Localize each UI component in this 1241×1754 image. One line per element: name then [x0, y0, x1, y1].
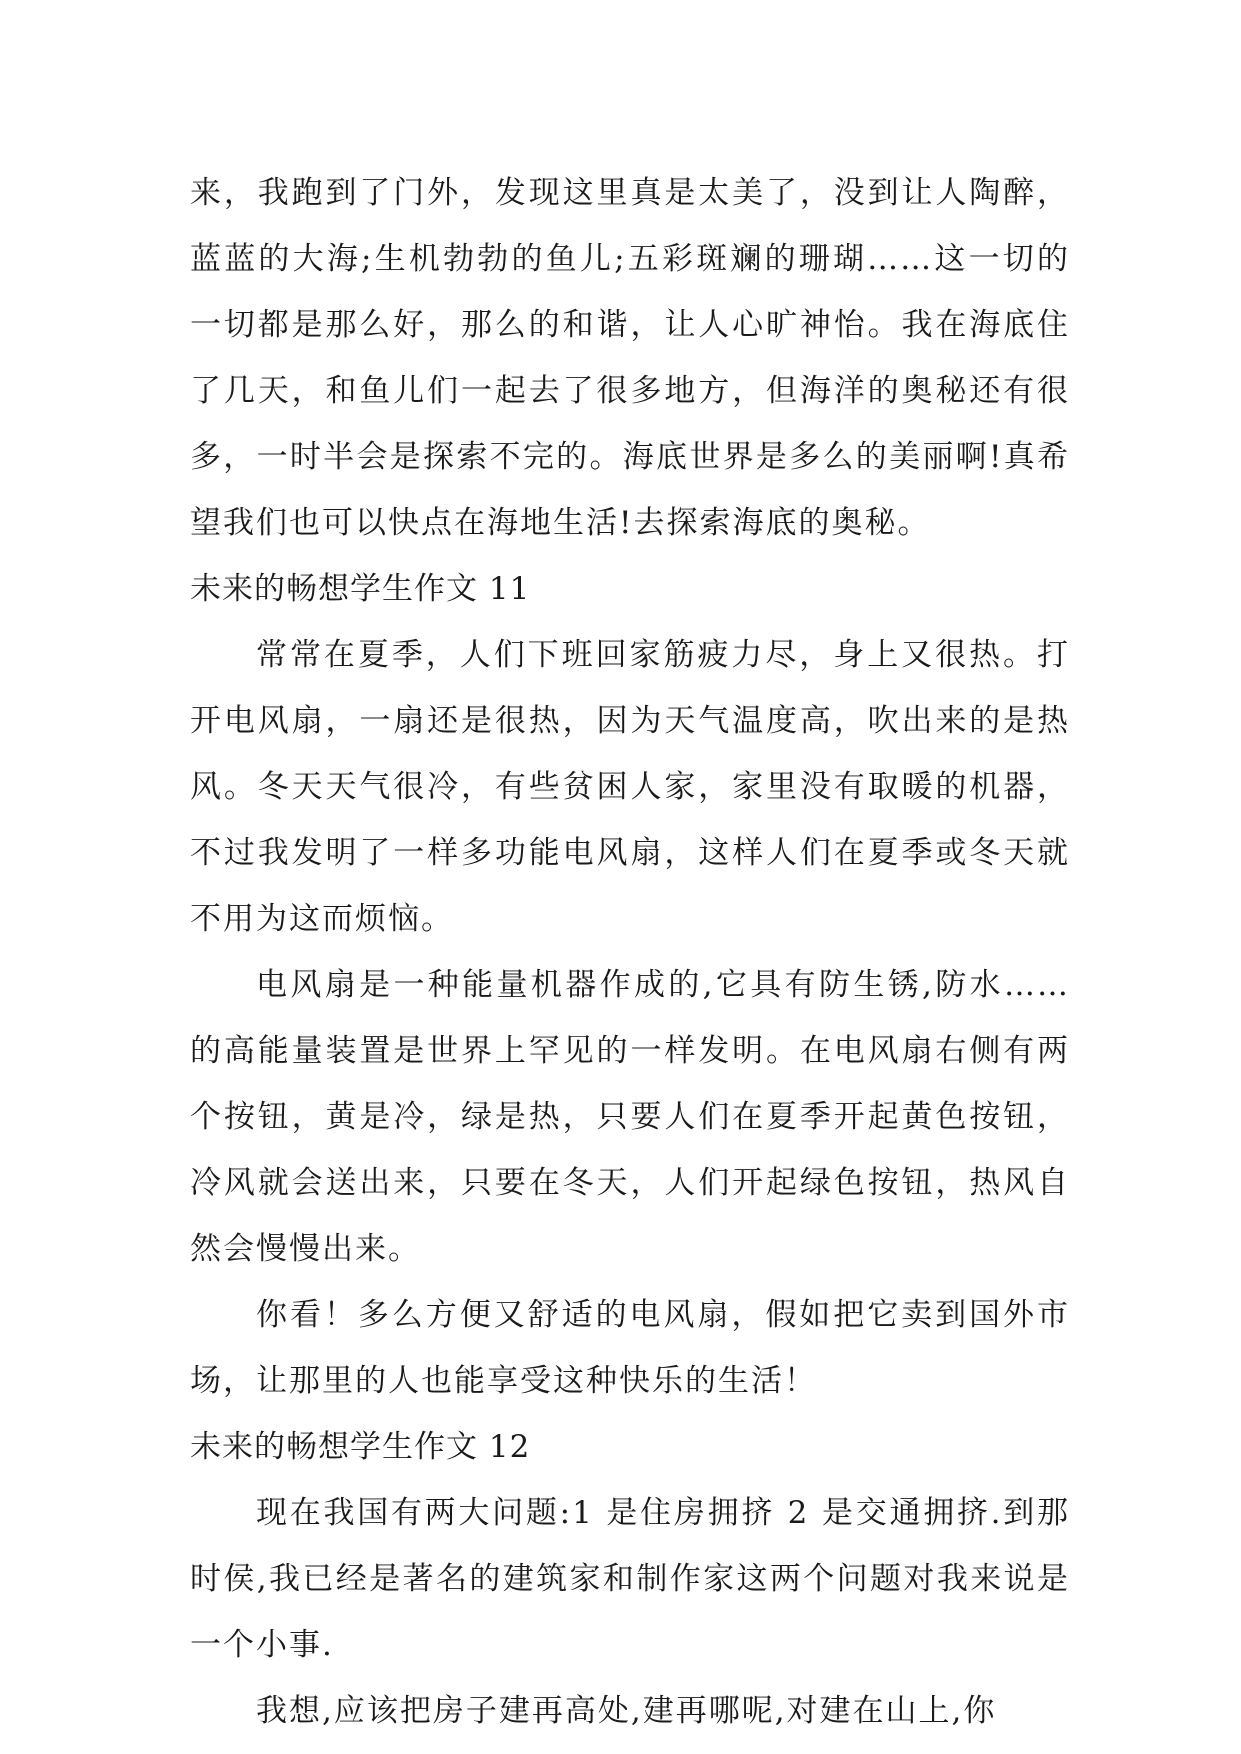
paragraph-2: 常常在夏季，人们下班回家筋疲力尽，身上又很热。打开电风扇，一扇还是很热，因为天气温度高，吹出来的是热风。冬天天气很冷，有些贫困人家，家里没有取暖的机器，不过我发明了一样多功能电风扇，这样人们在夏季或冬天就不用为这而烦恼。: [190, 637, 1070, 937]
document-body: [190, 160, 1070, 1744]
essay-heading-12: 未来的畅想学生作文 12: [190, 1429, 531, 1465]
paragraph-4: 你看！多么方便又舒适的电风扇，假如把它卖到国外市场，让那里的人也能享受这种快乐的生活！: [190, 1297, 1070, 1399]
paragraph-3: 电风扇是一种能量机器作成的,它具有防生锈,防水……的高能量装置是世界上罕见的一样发明。在电风扇右侧有两个按钮，黄是冷，绿是热，只要人们在夏季开起黄色按钮，冷风就会送出来，只要在冬天，人们开起绿色按钮，热风自然会慢慢出来。: [190, 967, 1070, 1267]
essay-heading-11: 未来的畅想学生作文 11: [190, 571, 531, 607]
paragraph-1: 来，我跑到了门外，发现这里真是太美了，没到让人陶醉，蓝蓝的大海;生机勃勃的鱼儿;五彩斑斓的珊瑚……这一切的一切都是那么好，那么的和谐，让人心旷神怡。我在海底住了几天，和鱼儿们一起去了很多地方，但海洋的奥秘还有很多，一时半会是探索不完的。海底世界是多么的美丽啊!真希望我们也可以快点在海地生活!去探索海底的奥秘。: [190, 175, 1070, 541]
paragraph-5: 现在我国有两大问题:1 是住房拥挤 2 是交通拥挤.到那时侯,我已经是著名的建筑家和制作家这两个问题对我来说是一个小事.: [190, 1495, 1070, 1663]
paragraph-6: 我想,应该把房子建再高处,建再哪呢,对建在山上,你: [256, 1693, 997, 1729]
